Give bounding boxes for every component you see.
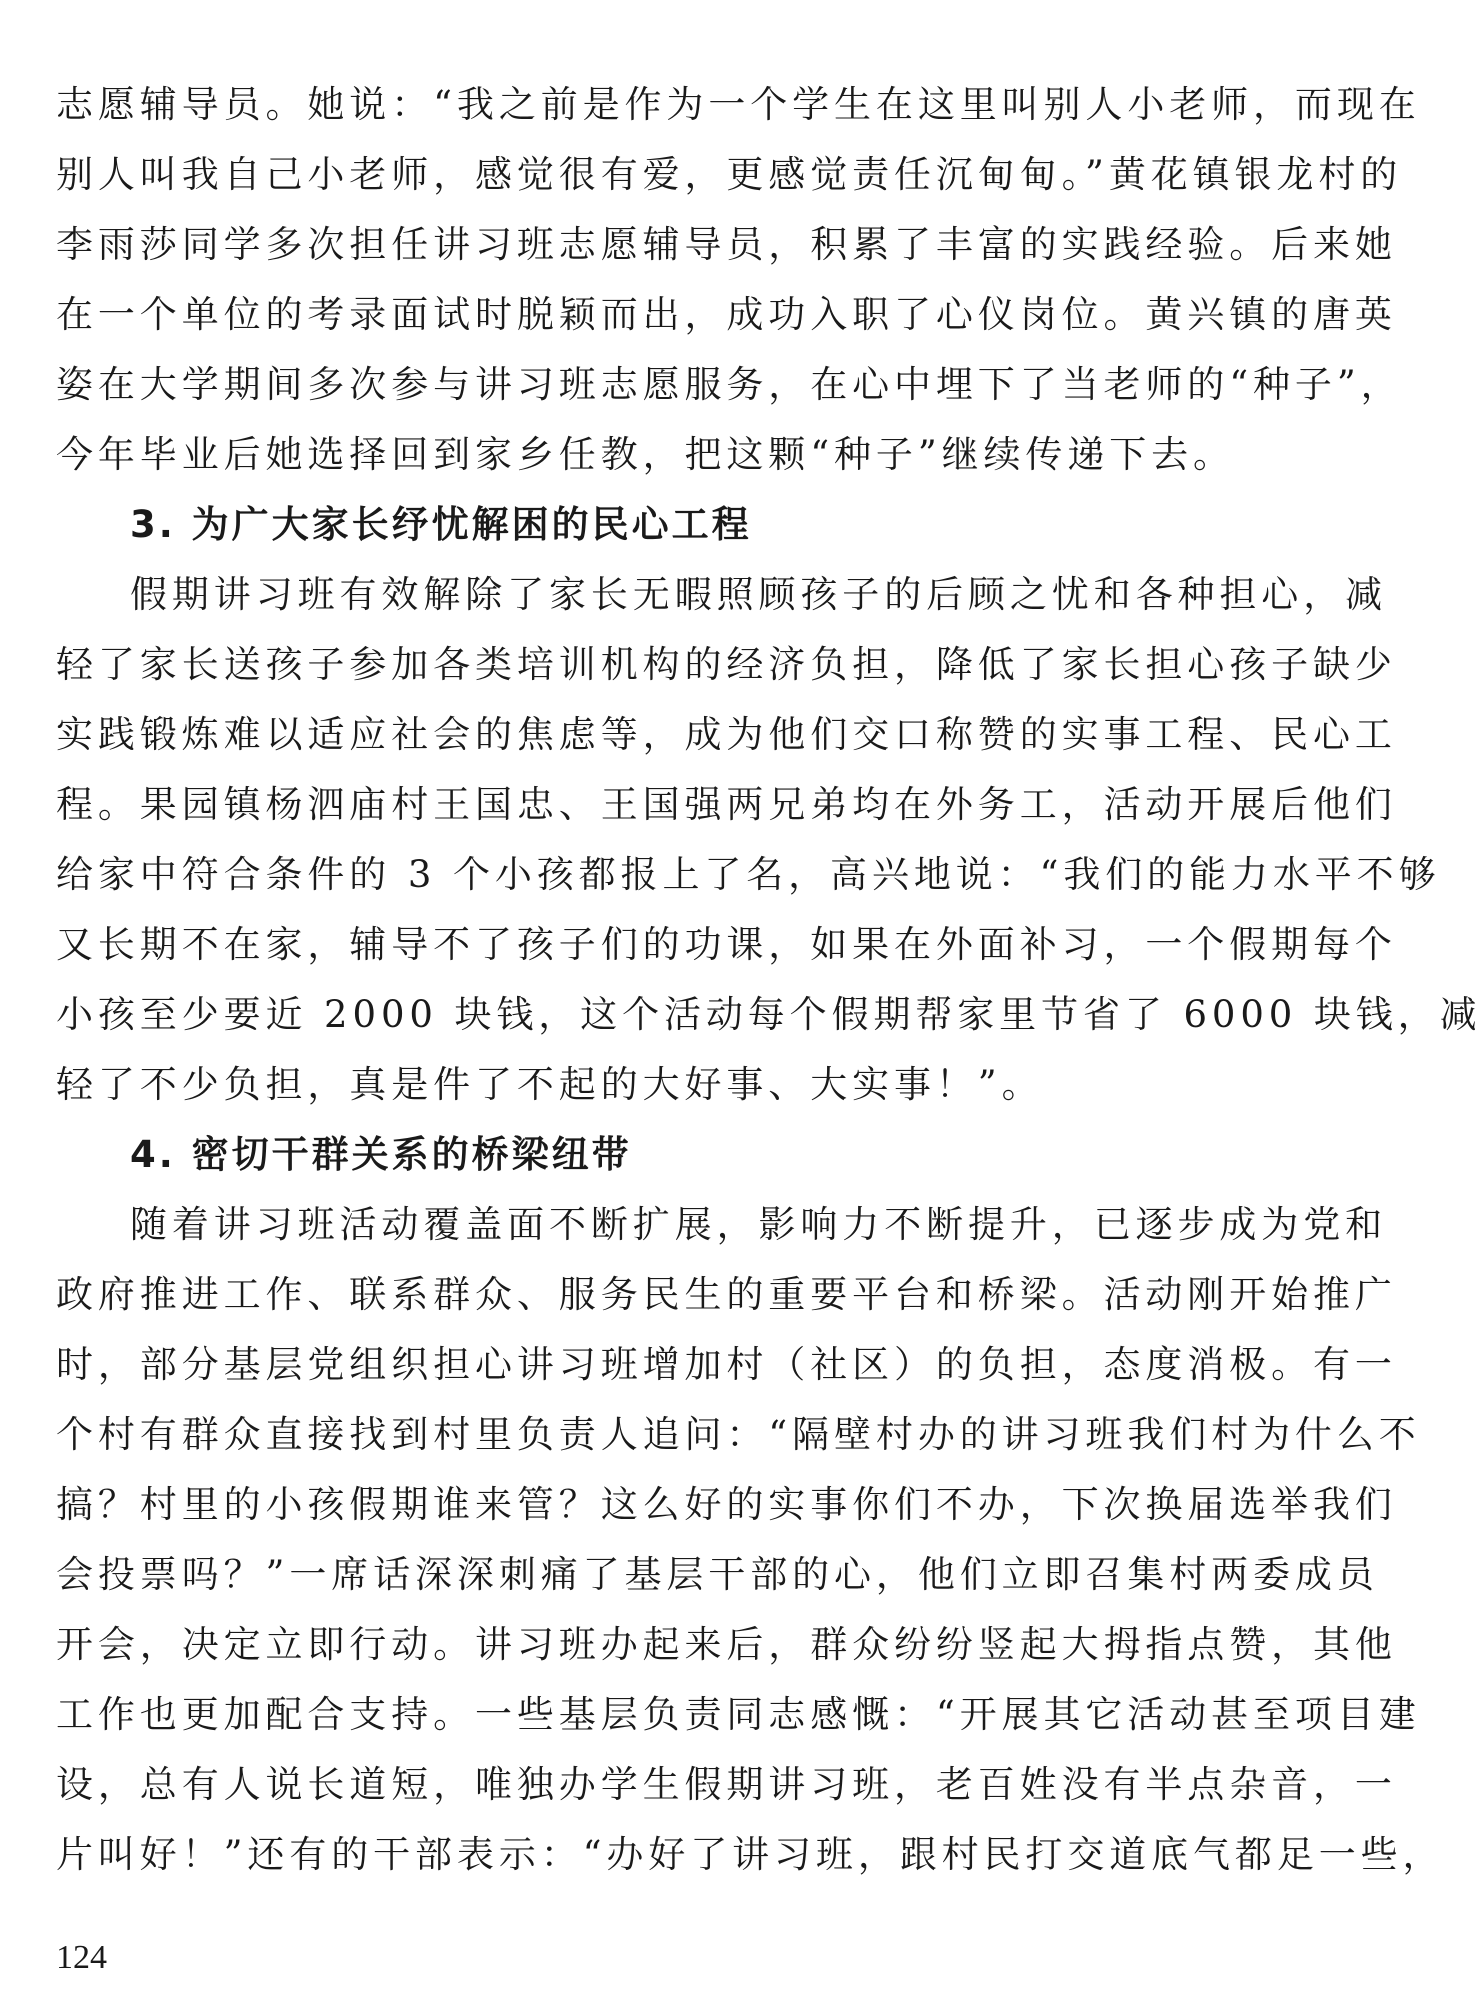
paragraph-volunteer-stories [56, 70, 1421, 490]
text-line: 工作也更加配合支持。一些基层负责同志感慨：“开展其它活动甚至项目建 [56, 1693, 1421, 1736]
text-line: 会投票吗？”一席话深深刺痛了基层干部的心，他们立即召集村两委成员 [56, 1553, 1379, 1596]
text-line: 开会，决定立即行动。讲习班办起来后，群众纷纷竖起大拇指点赞，其他 [56, 1623, 1397, 1666]
text-line: 别人叫我自己小老师，感觉很有爱，更感觉责任沉甸甸。”黄花镇银龙村的 [56, 153, 1403, 196]
text-line: 在一个单位的考录面试时脱颖而出，成功入职了心仪岗位。黄兴镇的唐英 [56, 293, 1397, 336]
section-heading: 4. 密切干群关系的桥梁纽带 [130, 1133, 632, 1176]
text-line: 实践锻炼难以适应社会的焦虑等，成为他们交口称赞的实事工程、民心工 [56, 713, 1397, 756]
section-4 [56, 1120, 1445, 1890]
document-page [56, 70, 1481, 1890]
text-line: 李雨莎同学多次担任讲习班志愿辅导员，积累了丰富的实践经验。后来她 [56, 223, 1397, 266]
page-number: 124 [56, 1939, 107, 1976]
text-line: 个村有群众直接找到村里负责人追问：“隔壁村办的讲习班我们村为什么不 [56, 1413, 1421, 1456]
text-line: 随着讲习班活动覆盖面不断扩展，影响力不断提升，已逐步成为党和 [130, 1203, 1387, 1246]
text-line: 给家中符合条件的 3 个小孩都报上了名，高兴地说：“我们的能力水平不够 [56, 853, 1441, 896]
text-line: 志愿辅导员。她说：“我之前是作为一个学生在这里叫别人小老师，而现在 [56, 83, 1421, 126]
text-line: 小孩至少要近 2000 块钱，这个活动每个假期帮家里节省了 6000 块钱，减 [56, 993, 1481, 1036]
text-line: 假期讲习班有效解除了家长无暇照顾孩子的后顾之忧和各种担心，减 [130, 573, 1387, 616]
text-line: 片叫好！”还有的干部表示：“办好了讲习班，跟村民打交道底气都足一些， [56, 1833, 1445, 1876]
text-line: 政府推进工作、联系群众、服务民生的重要平台和桥梁。活动刚开始推广 [56, 1273, 1397, 1316]
text-line: 今年毕业后她选择回到家乡任教，把这颗“种子”继续传递下去。 [56, 433, 1235, 476]
text-line: 又长期不在家，辅导不了孩子们的功课，如果在外面补习，一个假期每个 [56, 923, 1397, 966]
text-line: 搞？村里的小孩假期谁来管？这么好的实事你们不办，下次换届选举我们 [56, 1483, 1397, 1526]
text-line: 设，总有人说长道短，唯独办学生假期讲习班，老百姓没有半点杂音，一 [56, 1763, 1397, 1806]
text-line: 时，部分基层党组织担心讲习班增加村（社区）的负担，态度消极。有一 [56, 1343, 1397, 1386]
text-line: 程。果园镇杨泗庙村王国忠、王国强两兄弟均在外务工，活动开展后他们 [56, 783, 1397, 826]
text-line: 轻了不少负担，真是件了不起的大好事、大实事！”。 [56, 1063, 1044, 1106]
text-line: 姿在大学期间多次参与讲习班志愿服务，在心中埋下了当老师的“种子”， [56, 363, 1403, 406]
section-heading: 3. 为广大家长纾忧解困的民心工程 [130, 503, 752, 546]
section-3 [56, 490, 1481, 1120]
text-line: 轻了家长送孩子参加各类培训机构的经济负担，降低了家长担心孩子缺少 [56, 643, 1397, 686]
